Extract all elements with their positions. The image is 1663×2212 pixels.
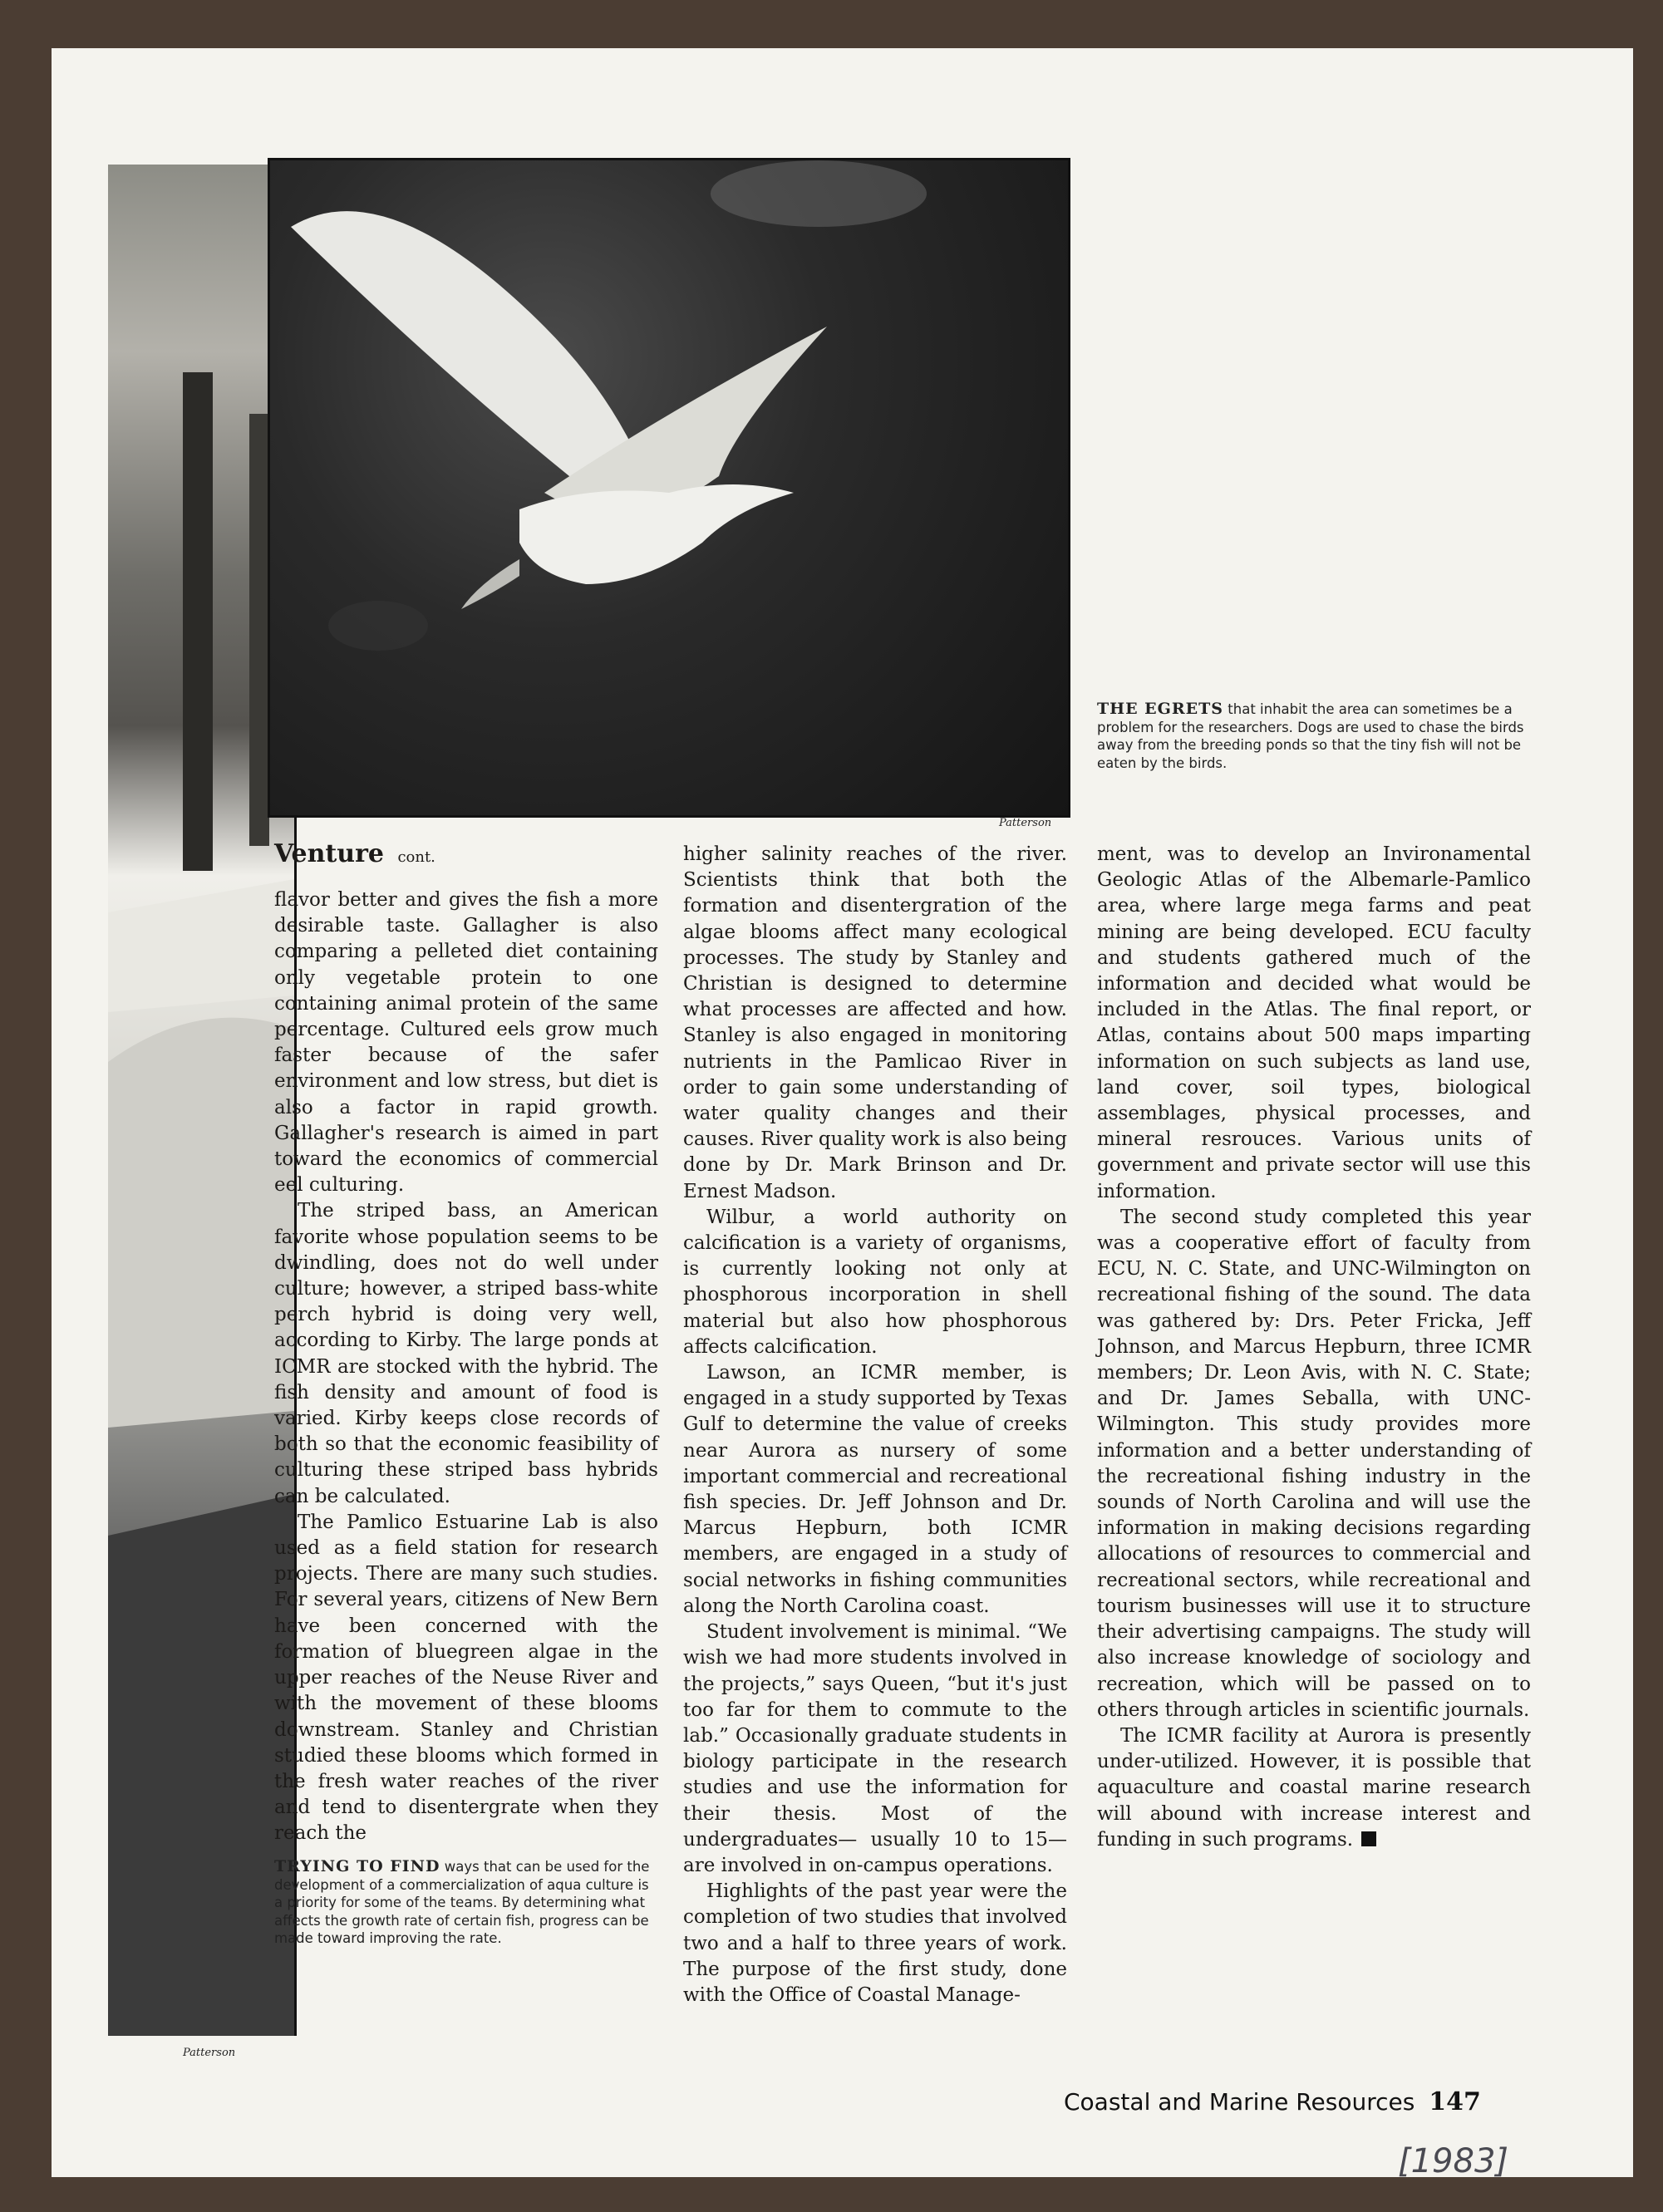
left-photo-credit: Patterson bbox=[183, 2047, 236, 2059]
page-number: 147 bbox=[1429, 2087, 1481, 2116]
paragraph: ment, was to develop an Invironamental Geologic Atlas of the Albemarle-Pamlico area, where large mega farms and peat mining are being developed. ECU faculty and students gathered much of the information and decided what would be included in the Atlas. The final report, or Atlas, contains about 500 maps imparting information on such subjects as land use, land cover, soil types, biological assemblages, physical processes, and mineral resrouces. Various units of government and private sector will use this information. bbox=[1097, 843, 1531, 1202]
end-of-article-mark bbox=[1361, 1831, 1376, 1846]
egret-caption bbox=[1097, 700, 1531, 772]
egret-caption-text: that inhabit the area can sometimes be a problem for the researchers. Dogs are used to chase the birds away from the breeding ponds so that the tiny fish will not be eaten by the birds. bbox=[1097, 701, 1524, 771]
paragraph: flavor better and gives the fish a more desirable taste. Gallagher is also comparing a pelleted diet containing only vegetable protein to one containing animal protein of the same percentage. Cultured eels grow much faster because of the safer environment and low stress, but diet is also a factor in rapid growth. Gallagher's research is aimed in part toward the economics of commercial eel culturing. bbox=[274, 889, 658, 1197]
paragraph: The striped bass, an American favorite whose population seems to be dwindling, does not do well under culture; however, a striped bass-white perch hybrid is doing very well, according to Kirby. The large ponds at ICMR are stocked with the hybrid. The fish density and amount of food is varied. Kirby keeps close records of both so that the economic feasibility of culturing these striped bass hybrids can be calculated. bbox=[274, 1200, 658, 1507]
paragraph: Highlights of the past year were the completion of two studies that involved two and a half to three years of work. The purpose of the first study, done with the Office of Coastal Manage- bbox=[683, 1880, 1067, 2006]
paragraph: Wilbur, a world authority on calcification is a variety of organisms, is currently looking not only at phosphorous incorporation in shell material but also how phosphorous affects calcification. bbox=[683, 1206, 1067, 1358]
paragraph: Lawson, an ICMR member, is engaged in a study supported by Texas Gulf to determine the value of creeks near Aurora as nursery of some important commercial and recreational fish species. Dr. Jeff Johnson and Dr. Marcus Hepburn, both ICMR members, are engaged in a study of social networks in fishing communities along the North Carolina coast. bbox=[683, 1362, 1067, 1617]
text-column-3 bbox=[1097, 842, 1531, 1853]
article-continuation-heading bbox=[274, 839, 435, 868]
egret-photo bbox=[268, 158, 1070, 818]
handwritten-year-note: [1983] bbox=[1398, 2142, 1509, 2180]
page-footer bbox=[1064, 2087, 1481, 2116]
heading-suffix: cont. bbox=[397, 848, 435, 866]
text-column-2 bbox=[683, 842, 1067, 2008]
fish-caption bbox=[274, 1858, 658, 1948]
paragraph: Student involvement is minimal. “We wish we had more students involved in the projects,” says Queen, “but it's just too far for them to commute to the lab.” Occasionally graduate students in biology participate in the research studies and use the information for their thesis. Most of the undergraduates— usually 10 to 15— are involved in on-campus operations. bbox=[683, 1621, 1067, 1876]
footer-section-title: Coastal and Marine Resources bbox=[1064, 2088, 1415, 2116]
fish-caption-lead: TRYING TO FIND bbox=[274, 1857, 440, 1875]
egret-photo-credit: Patterson bbox=[999, 817, 1052, 829]
text-column-1 bbox=[274, 887, 658, 1847]
magazine-page bbox=[52, 48, 1633, 2180]
fish-caption-text: ways that can be used for the development of a commercialization of aqua culture is a priority for some of the teams. By determining what affects the growth rate of certain fish, progress can be made toward improving the rate. bbox=[274, 1859, 650, 1946]
paragraph: higher salinity reaches of the river. Scientists think that both the formation and disentergration of the algae blooms affect many ecological processes. The study by Stanley and Christian is designed to determine what processes are affected and how. Stanley is also engaged in monitoring nutrients in the Pamlicao River in order to gain some understanding of water quality changes and their causes. River quality work is also being done by Dr. Mark Brinson and Dr. Ernest Madson. bbox=[683, 843, 1067, 1202]
paragraph: The Pamlico Estuarine Lab is also used as a field station for research projects. There are many such studies. For several years, citizens of New Bern have been concerned with the formation of bluegreen algae in the upper reaches of the Neuse River and with the movement of these blooms downstream. Stanley and Christian studied these blooms which formed in the fresh water reaches of the river and tend to disentergrate when they reach the bbox=[274, 1511, 658, 1845]
paragraph: The second study completed this year was a cooperative effort of faculty from ECU, N. C. State, and UNC-Wilmington on recreational fishing of the sound. The data was gathered by: Drs. Peter Fricka, Jeff Johnson, and Marcus Hepburn, three ICMR members; Dr. Leon Avis, with N. C. State; and Dr. James Seballa, with UNC-Wilmington. This study provides more information and a better understanding of the recreational fishing industry in the sounds of North Carolina and will use the information in making decisions regarding allocations of resources to commercial and recreational sectors, while recreational and tourism businesses will use it to structure their advertising campaigns. The study will also increase knowledge of sociology and recreation, which will be passed on to others through articles in scientific journals. bbox=[1097, 1206, 1531, 1721]
heading-title: Venture bbox=[274, 839, 384, 868]
closing-paragraph-text: The ICMR facility at Aurora is presently under-utilized. However, it is possible that aquaculture and coastal marine research will abound with increase interest and funding in such programs. bbox=[1097, 1724, 1531, 1851]
egret-caption-lead: THE EGRETS bbox=[1097, 700, 1224, 718]
paragraph bbox=[1097, 1723, 1531, 1853]
